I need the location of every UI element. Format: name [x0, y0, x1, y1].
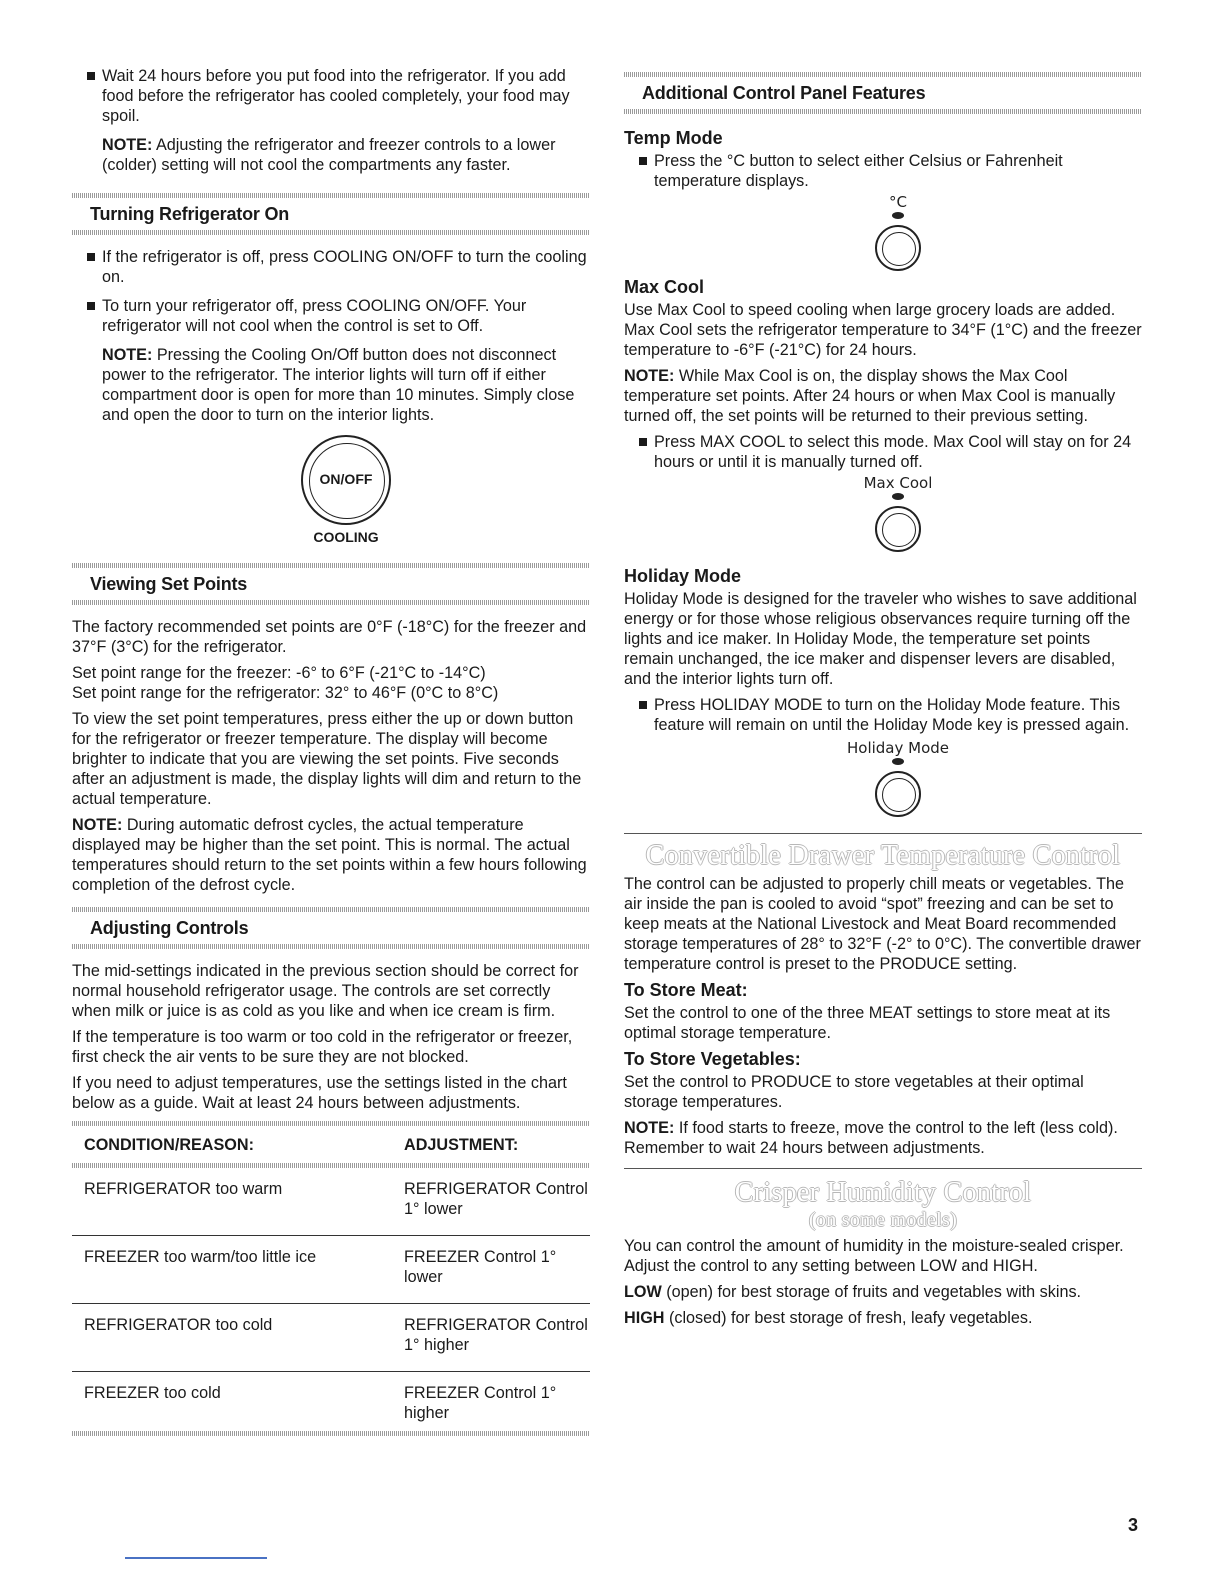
on-off-button[interactable]: ON/OFF — [301, 435, 391, 525]
crisper-title: Crisper Humidity Control — [734, 1177, 1032, 1208]
max-cool-note: NOTE: While Max Cool is on, the display shows the Max Cool temperature set points. After 24 hours or when Max Cool is manually turned off, the set points will be returned to their previous setting. — [624, 367, 1116, 425]
hatch-divider — [72, 1121, 590, 1126]
additional-heading: Additional Control Panel Features — [624, 72, 1142, 114]
celsius-label: °C — [889, 193, 907, 211]
table-row — [72, 1236, 590, 1304]
holiday-mode-label: Holiday Mode — [846, 739, 950, 757]
turning-on-note: NOTE: Pressing the Cooling On/Off button does not disconnect power to the refrigerator. The interior lights will turn off if either compartment door is open for more than 10 minutes. Simply close and open the door to turn on the interior lights. — [102, 346, 575, 424]
holiday-mode-title: Holiday Mode — [624, 566, 742, 586]
adjustment-table — [72, 1130, 590, 1431]
celsius-button[interactable] — [875, 225, 921, 271]
table-row — [72, 1168, 590, 1236]
crisper-subtitle: (on some models) — [808, 1209, 958, 1231]
max-cool-title: Max Cool — [624, 277, 705, 297]
max-cool-p: Use Max Cool to speed cooling when large grocery loads are added. Max Cool sets the refrigerator temperature to 34°F (1°C) and the freezer temperature to -6°F (-21°C) for 24 hours. — [624, 301, 1142, 359]
hatch-divider — [72, 563, 590, 568]
section-rule — [624, 1168, 1142, 1169]
adjusting-p2: If the temperature is too warm or too cold in the refrigerator or freezer, first check the air vents to be sure they are not blocked. — [72, 1028, 573, 1066]
left-column — [72, 66, 590, 1436]
table-cell-adjustment: REFRIGERATOR Control 1° higher — [392, 1304, 590, 1372]
hatch-divider — [72, 1431, 590, 1436]
hatch-divider — [72, 230, 590, 235]
convertible-note: NOTE: If food starts to freeze, move the control to the left (less cold). Remember to wait 24 hours between adjustments. — [624, 1119, 1118, 1157]
max-cool-bullet: Press MAX COOL to select this mode. Max Cool will stay on for 24 hours or until it is manually turned off. — [654, 432, 1142, 472]
table-row — [72, 1372, 590, 1432]
page-number: 3 — [1128, 1515, 1139, 1535]
crisper-p1: You can control the amount of humidity in the moisture-sealed crisper. Adjust the control to any setting between LOW and HIGH. — [624, 1237, 1124, 1275]
temp-mode-bullet: Press the °C button to select either Celsius or Fahrenheit temperature displays. — [654, 151, 1142, 191]
store-veg-title: To Store Vegetables: — [624, 1049, 801, 1069]
holiday-mode-button[interactable] — [875, 771, 921, 817]
table-cell-adjustment: FREEZER Control 1° lower — [392, 1236, 590, 1304]
viewing-note: NOTE: During automatic defrost cycles, the actual temperature displayed may be higher than the set point. This is normal. The actual temperatures should return to the set points within a few hours following completion of the defrost cycle. — [72, 816, 587, 894]
crisper-low: LOW (open) for best storage of fruits and vegetables with skins. — [624, 1283, 1082, 1301]
viewing-p2a: Set point range for the freezer: -6° to 6°F (-21°C to -14°C) — [72, 664, 486, 682]
hatch-divider — [624, 109, 1142, 114]
intro-bullet: Wait 24 hours before you put food into the refrigerator. If you add food before the refrigerator has cooled completely, your food may spoil. — [102, 66, 590, 126]
store-meat-title: To Store Meat: — [624, 980, 748, 1000]
cooling-label: COOLING — [313, 529, 379, 545]
table-cell-condition: FREEZER too cold — [84, 1384, 221, 1402]
hatch-divider — [72, 193, 590, 198]
table-cell-condition: REFRIGERATOR too cold — [72, 1304, 392, 1372]
table-row — [72, 1304, 590, 1372]
adjusting-heading: Adjusting Controls — [72, 907, 590, 949]
max-cool-button[interactable] — [875, 506, 921, 552]
max-cool-label: Max Cool — [863, 474, 933, 492]
right-column — [624, 66, 1142, 1328]
table-header-row — [72, 1130, 590, 1163]
adjusting-p3: If you need to adjust temperatures, use the settings listed in the chart below as a guide. Wait at least 24 hours between adjustments. — [72, 1074, 567, 1112]
header-adjustment: ADJUSTMENT: — [404, 1136, 519, 1154]
holiday-bullet: Press HOLIDAY MODE to turn on the Holiday Mode feature. This feature will remain on until the Holiday Mode key is pressed again. — [654, 695, 1142, 735]
max-cool-control — [654, 474, 1142, 552]
turning-on-bullet-1: If the refrigerator is off, press COOLING ON/OFF to turn the cooling on. — [102, 247, 590, 287]
holiday-mode-control — [654, 739, 1142, 817]
viewing-heading: Viewing Set Points — [72, 563, 590, 605]
turning-on-bullet-2: To turn your refrigerator off, press COOLING ON/OFF. Your refrigerator will not cool when the control is set to Off. — [102, 296, 590, 336]
hatch-divider — [72, 944, 590, 949]
hatch-divider — [72, 600, 590, 605]
hatch-divider — [72, 1163, 590, 1168]
temp-mode-control — [654, 193, 1142, 271]
table-cell-adjustment: REFRIGERATOR Control 1° lower — [392, 1168, 590, 1236]
store-meat-p: Set the control to one of the three MEAT settings to store meat at its optimal storage temperature. — [624, 1004, 1111, 1042]
indicator-light-icon — [892, 212, 904, 219]
viewing-p2b: Set point range for the refrigerator: 32° to 46°F (0°C to 8°C) — [72, 684, 499, 702]
viewing-p3: To view the set point temperatures, press either the up or down button for the refrigerator or freezer temperature. The display will become brighter to indicate that you are viewing the set points. Five seconds after an adjustment is made, the display lights will dim and return to the actual temperature. — [72, 710, 582, 808]
holiday-p: Holiday Mode is designed for the traveler who wishes to save additional energy or for those whose religious observances require turning off the lights and ice maker. In Holiday Mode, the temperature set points remain unchanged, the ice maker and dispenser levers are disabled, and the interior lights turn off. — [624, 590, 1137, 688]
hatch-divider — [72, 907, 590, 912]
store-veg-p: Set the control to PRODUCE to store vegetables at their optimal storage temperatures. — [624, 1073, 1084, 1111]
indicator-light-icon — [892, 758, 904, 765]
bottom-rule — [125, 1557, 267, 1559]
table-cell-condition: REFRIGERATOR too warm — [72, 1168, 392, 1236]
convertible-p1: The control can be adjusted to properly chill meats or vegetables. The air inside the pan is cooled to avoid “spot” freezing and can be set to keep meats at the National Livestock and Meat Board recommended storage temperatures of 28° to 32°F (-2° to 0°C). The convertible drawer temperature control is preset to the PRODUCE setting. — [624, 875, 1141, 973]
table-cell-condition: FREEZER too warm/too little ice — [72, 1236, 392, 1304]
hatch-divider — [624, 72, 1142, 77]
convertible-title: Convertible Drawer Temperature Control — [645, 840, 1121, 871]
header-condition: CONDITION/REASON: — [84, 1136, 254, 1154]
turning-on-heading: Turning Refrigerator On — [72, 193, 590, 235]
adjusting-p1: The mid-settings indicated in the previous section should be correct for normal household refrigerator usage. The controls are set correctly when milk or juice is as cold as you like and when ice cream is firm. — [72, 962, 579, 1020]
table-cell-adjustment: FREEZER Control 1° higher — [404, 1384, 557, 1422]
crisper-high: HIGH (closed) for best storage of fresh, leafy vegetables. — [624, 1309, 1033, 1327]
section-rule — [624, 833, 1142, 834]
cooling-on-off-control — [102, 435, 590, 545]
intro-note: NOTE: Adjusting the refrigerator and freezer controls to a lower (colder) setting will not cool the compartments any faster. — [102, 136, 556, 174]
indicator-light-icon — [892, 493, 904, 500]
temp-mode-title: Temp Mode — [624, 128, 723, 148]
viewing-p1: The factory recommended set points are 0°F (-18°C) for the freezer and 37°F (3°C) for the refrigerator. — [72, 618, 587, 656]
